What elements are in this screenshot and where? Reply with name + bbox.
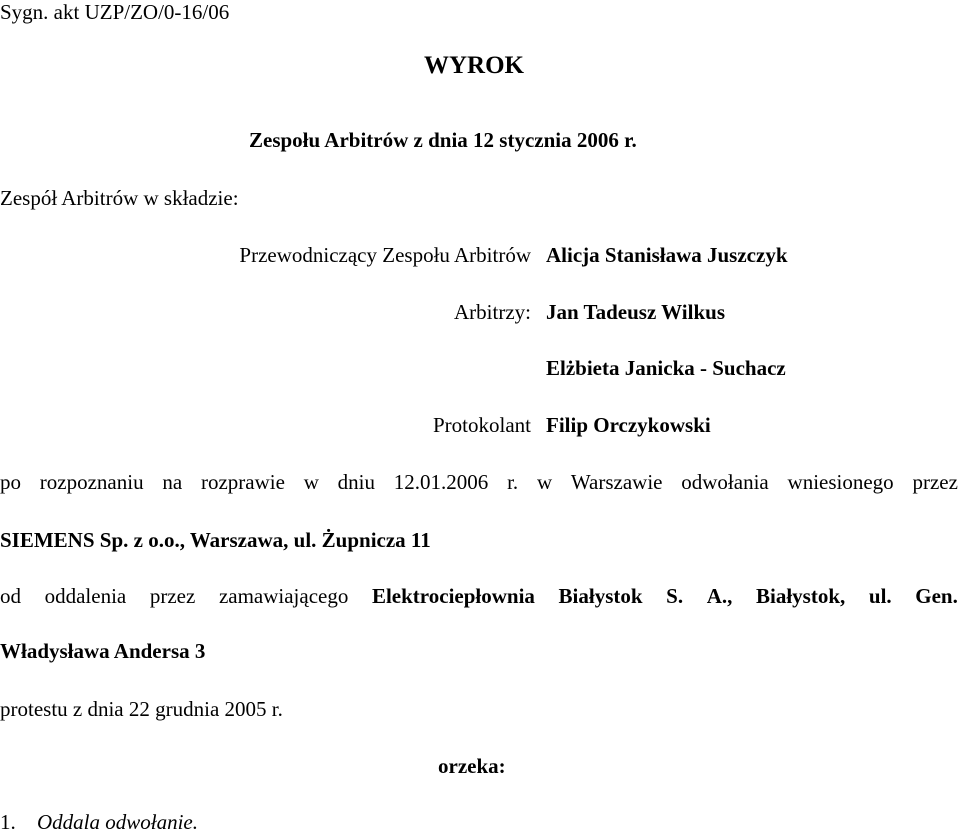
word: dniu (337, 470, 375, 494)
word: oddalenia (44, 584, 127, 608)
word: na (162, 470, 183, 494)
word: Białystok, (756, 584, 846, 608)
word: rozpoznaniu (39, 470, 144, 494)
word: ul. (868, 584, 892, 608)
word: odwołania (681, 470, 769, 494)
panel-intro: Zespół Arbitrów w składzie: (0, 186, 239, 210)
arbitrator-name: Jan Tadeusz Wilkus (546, 300, 725, 324)
word: przez (912, 470, 958, 494)
word: Białystok (558, 584, 643, 608)
clerk-name: Filip Orczykowski (546, 413, 711, 437)
word: A., (706, 584, 733, 608)
protest-date: protestu z dnia 22 grudnia 2005 r. (0, 697, 283, 721)
appellant: SIEMENS Sp. z o.o., Warszawa, ul. Żupnicza 11 (0, 528, 431, 552)
clerk-label: Protokolant (433, 413, 531, 437)
case-number: Sygn. akt UZP/ZO/0-16/06 (0, 0, 230, 24)
word: w (536, 470, 553, 494)
document-title: WYROK (424, 52, 524, 79)
ruling-heading: orzeka: (438, 754, 506, 778)
word: 12.01.2006 (393, 470, 489, 494)
paragraph-dismissal (0, 586, 958, 607)
ruling-item-number: 1. (0, 810, 16, 834)
arbitrators-label: Arbitrzy: (454, 300, 531, 324)
chair-name: Alicja Stanisława Juszczyk (546, 243, 788, 267)
ruling-item-text: Oddala odwołanie. (37, 810, 198, 834)
word: od (0, 584, 21, 608)
word: wniesionego (787, 470, 894, 494)
arbitrator-name: Elżbieta Janicka - Suchacz (546, 356, 786, 380)
word: Gen. (915, 584, 958, 608)
paragraph-hearing (0, 472, 958, 493)
word: Elektrociepłownia (371, 584, 535, 608)
word: w (303, 470, 319, 494)
word: r. (507, 470, 519, 494)
chair-label: Przewodniczący Zespołu Arbitrów (239, 243, 531, 267)
word: Warszawie (570, 470, 663, 494)
document-subtitle: Zespołu Arbitrów z dnia 12 stycznia 2006 r. (249, 128, 637, 152)
word: przez (149, 584, 196, 608)
word: zamawiającego (218, 584, 349, 608)
respondent-address: Władysława Andersa 3 (0, 639, 206, 663)
word: S. (666, 584, 684, 608)
word: po (0, 470, 21, 494)
word: rozprawie (200, 470, 285, 494)
